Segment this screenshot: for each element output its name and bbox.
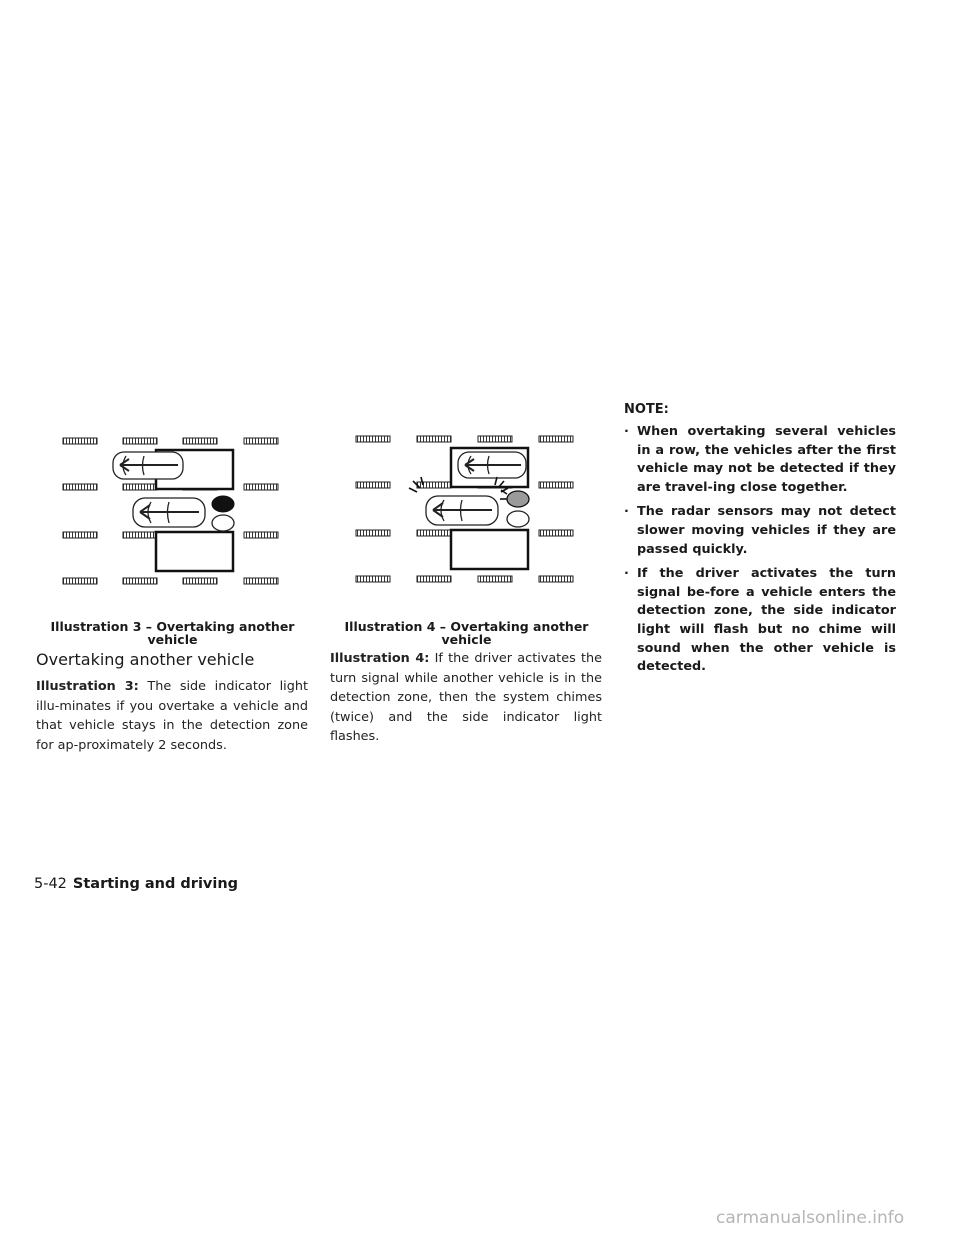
side-indicator-flashing — [507, 491, 529, 507]
body-text: The side indicator light illu-minates if you overtake a vehicle and that vehicle stays in the detection zone for ap-proximately 2 seconds. — [36, 679, 308, 753]
illustration-3-caption — [40, 620, 305, 646]
vehicle-in-zone — [458, 452, 526, 478]
page-footer — [34, 876, 238, 892]
detection-zone-lower — [156, 532, 233, 571]
section-heading: Overtaking another vehicle — [36, 650, 255, 669]
note-title: NOTE: — [624, 402, 669, 417]
illustration-4-caption — [334, 620, 599, 646]
caption-line: Illustration 3 – Overtaking another — [50, 619, 295, 634]
note-text: The radar sensors may not detect slower moving vehicles if they are passed quickly. — [637, 504, 896, 557]
list-item: · If the driver activates the turn signal be-fore a vehicle enters the detection zone, the side indicator light will flash but no chime will sound when the other vehicle is detected. — [624, 566, 896, 675]
note-text: If the driver activates the turn signal be-fore a vehicle enters the detection zone, the side indicator light will flash but no chime will sound when the other vehicle is detected. — [637, 566, 896, 675]
watermark: carmanualsonline.info — [716, 1208, 905, 1228]
list-item: · The radar sensors may not detect slower moving vehicles if they are passed quickly. — [624, 504, 896, 557]
vehicle-ahead — [113, 452, 183, 479]
body-text: If the driver activates the turn signal while another vehicle is in the detection zone, then the system chimes (twice) and the side indicator light flashes. — [330, 651, 602, 744]
caption-line: Illustration 4 – Overtaking another — [344, 619, 589, 634]
own-vehicle — [133, 498, 205, 527]
label: Illustration 4: — [330, 651, 430, 666]
side-indicator-off — [507, 511, 529, 527]
caption-line: vehicle — [441, 632, 492, 647]
illustration-4-description — [330, 649, 602, 747]
label: Illustration 3: — [36, 679, 139, 694]
list-item: · When overtaking several vehicles in a row, the vehicles after the first vehicle may not be detected if they are travel-ing close together. — [624, 424, 896, 495]
side-indicator-lit — [212, 496, 234, 512]
illustration-4 — [350, 428, 600, 608]
illustration-3 — [56, 428, 306, 608]
side-indicator-off — [212, 515, 234, 531]
detection-zone-lower — [451, 530, 528, 569]
own-vehicle — [426, 496, 498, 525]
note-text: When overtaking several vehicles in a row, the vehicles after the first vehicle may not be detected if they are travel-ing close together. — [637, 424, 896, 495]
page-number: 5-42 — [34, 876, 67, 892]
note-list — [624, 423, 896, 683]
section-title: Starting and driving — [72, 876, 239, 892]
illustration-3-description — [36, 677, 308, 755]
caption-line: vehicle — [147, 632, 198, 647]
